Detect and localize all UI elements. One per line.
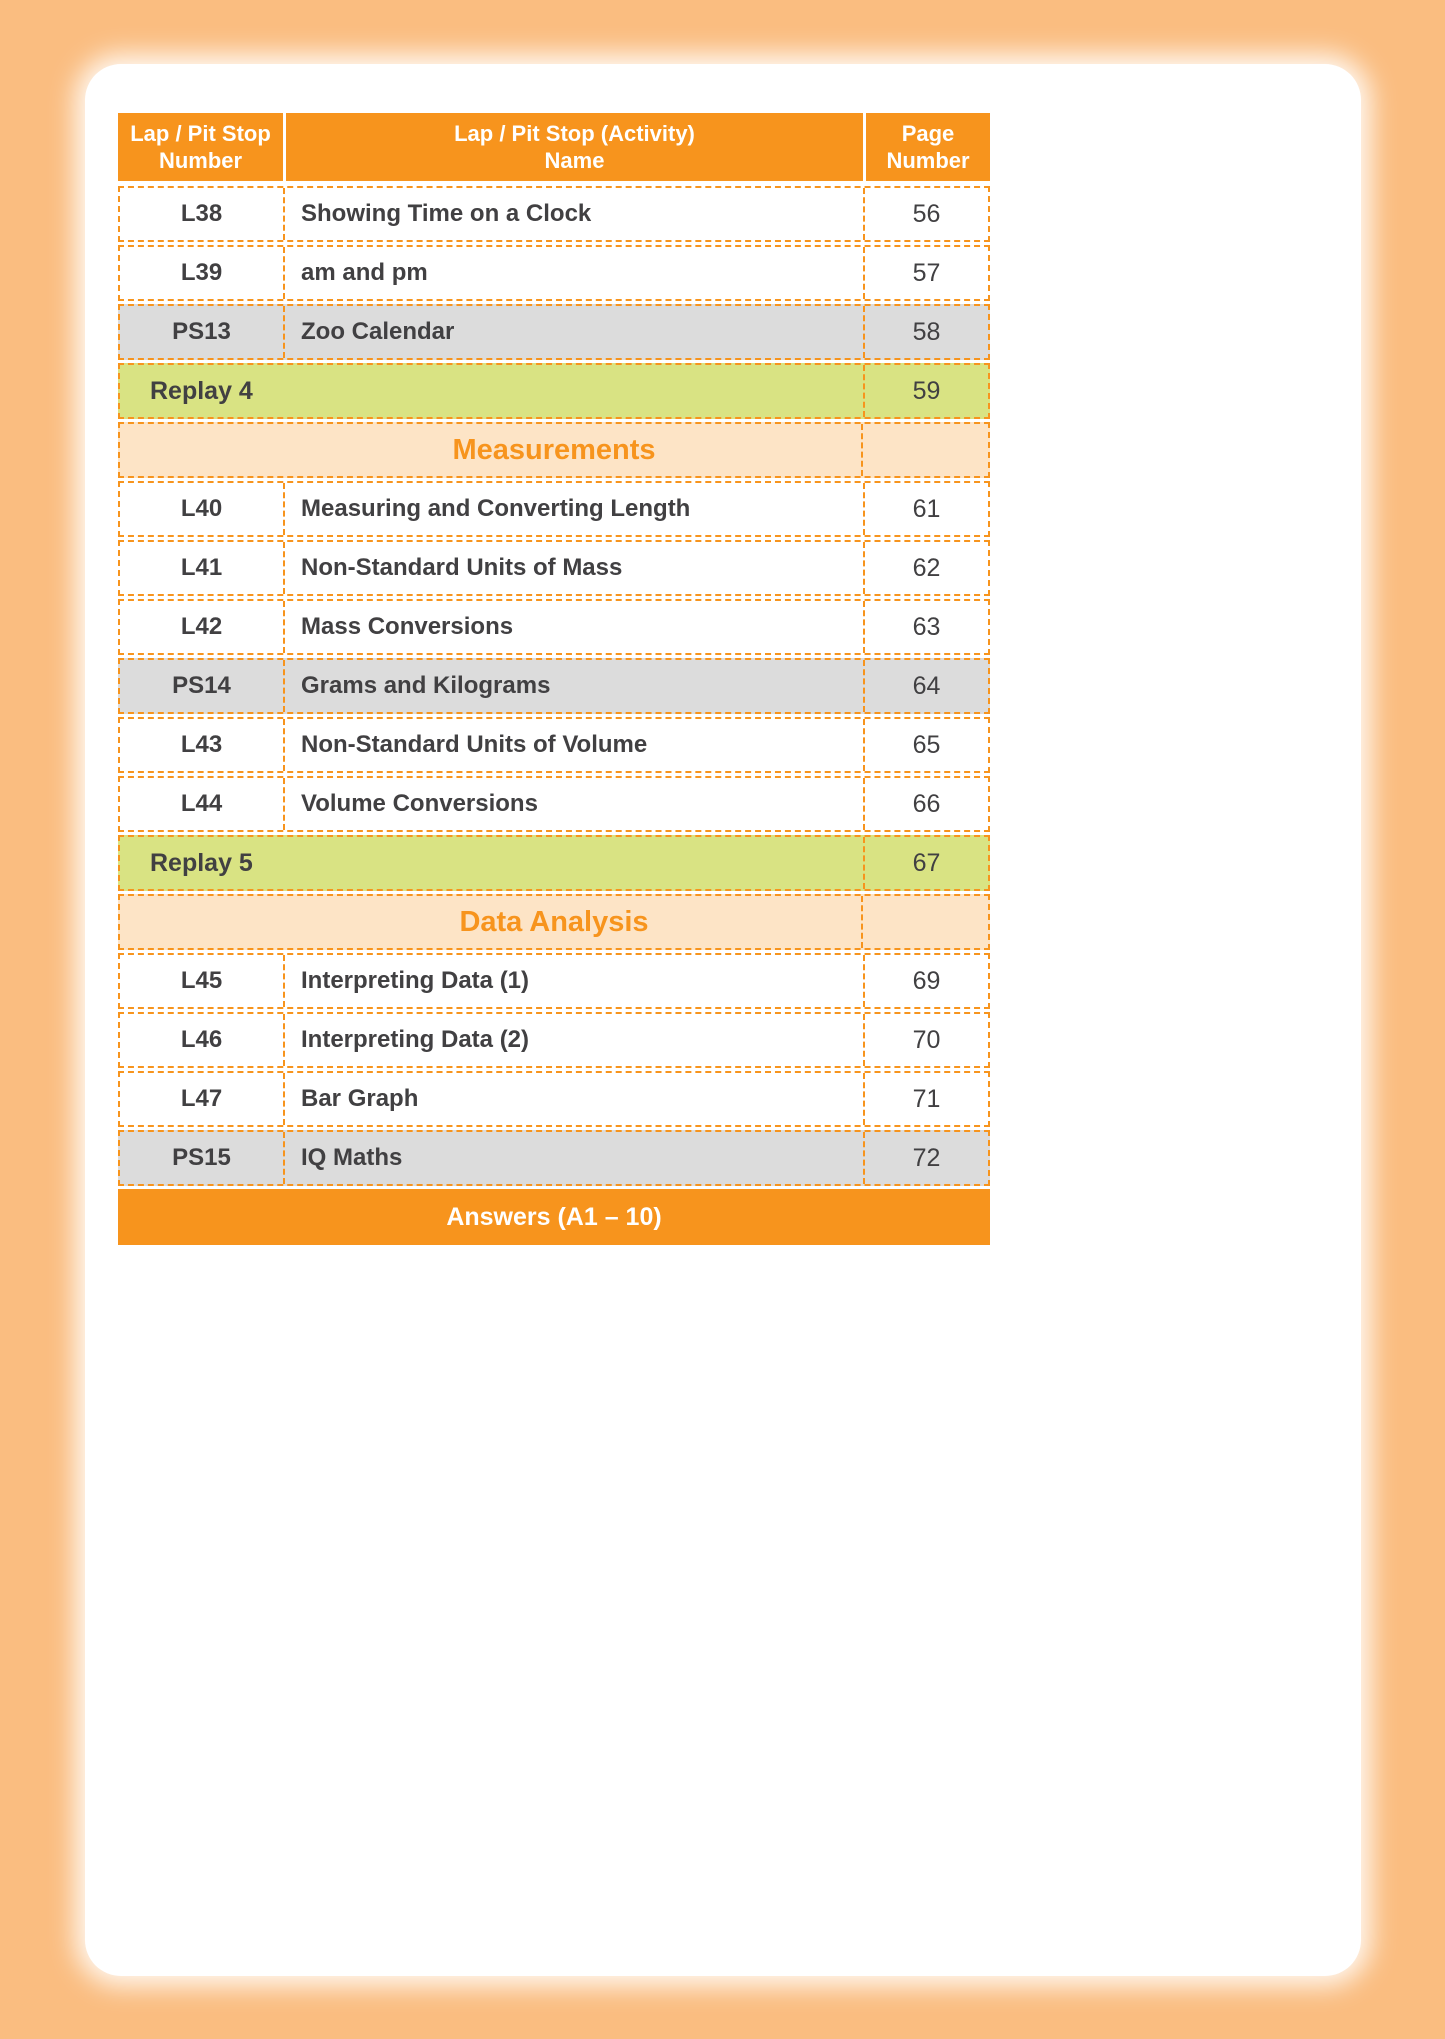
lesson-row — [118, 599, 990, 655]
activity-name-cell: Zoo Calendar — [283, 306, 863, 358]
lesson-row — [118, 1012, 990, 1068]
page-number-cell: 56 — [863, 188, 988, 240]
lesson-row — [118, 481, 990, 537]
activity-name-cell: Volume Conversions — [283, 778, 863, 830]
activity-name-cell: Measuring and Converting Length — [283, 483, 863, 535]
lesson-row — [118, 776, 990, 832]
activity-name-cell: am and pm — [283, 247, 863, 299]
pitstop-row — [118, 304, 990, 360]
lap-number-cell: L43 — [180, 731, 223, 758]
activity-name-cell: Bar Graph — [283, 1073, 863, 1125]
lap-number-cell: L38 — [180, 200, 223, 227]
lesson-row — [118, 186, 990, 242]
header-label-line: Name — [544, 148, 605, 173]
page-number-cell: 65 — [863, 719, 988, 771]
lap-number-cell: L45 — [180, 967, 223, 994]
page-number-cell: 59 — [863, 365, 988, 417]
replay-label: Replay 5 — [150, 848, 253, 877]
page-number-cell: 69 — [863, 955, 988, 1007]
header-cell-number — [118, 113, 283, 181]
book-page — [85, 64, 1361, 1976]
section-title: Measurements — [452, 433, 656, 466]
header-label-line: Lap / Pit Stop (Activity) — [454, 120, 695, 146]
header-label-line: Page — [901, 120, 955, 146]
activity-name-cell: Showing Time on a Clock — [283, 188, 863, 240]
lap-number-cell: L44 — [180, 790, 223, 817]
lesson-row — [118, 717, 990, 773]
replay-row — [118, 835, 990, 891]
page-number-cell: 62 — [863, 542, 988, 594]
replay-label: Replay 4 — [150, 376, 253, 405]
page-number-cell: 67 — [863, 837, 988, 889]
lap-number-cell: L42 — [180, 613, 223, 640]
lesson-row — [118, 1071, 990, 1127]
lap-number-cell: L39 — [180, 259, 223, 286]
lap-number-cell: PS15 — [172, 1144, 231, 1171]
page-number-cell: 70 — [863, 1014, 988, 1066]
activity-name-cell: Non-Standard Units of Mass — [283, 542, 863, 594]
answers-row — [118, 1189, 990, 1245]
lap-number-cell: L40 — [180, 495, 223, 522]
header-cell-name — [283, 113, 863, 181]
table-of-contents — [118, 113, 990, 1248]
header-cell-page — [863, 113, 990, 181]
page-number-cell: 71 — [863, 1073, 988, 1125]
lap-number-cell: L47 — [180, 1085, 223, 1112]
section-row — [118, 894, 990, 950]
activity-name-cell: Non-Standard Units of Volume — [283, 719, 863, 771]
pitstop-row — [118, 1130, 990, 1186]
section-title: Data Analysis — [459, 905, 649, 938]
lap-number-cell: L46 — [180, 1026, 223, 1053]
header-label-line: Lap / Pit Stop — [130, 120, 271, 146]
header-label-line: Number — [886, 148, 970, 173]
activity-name-cell: Interpreting Data (1) — [283, 955, 863, 1007]
activity-name-cell: Grams and Kilograms — [283, 660, 863, 712]
activity-name-cell: Mass Conversions — [283, 601, 863, 653]
activity-name-cell: IQ Maths — [283, 1132, 863, 1184]
lesson-row — [118, 540, 990, 596]
lesson-row — [118, 953, 990, 1009]
answers-title: Answers (A1 – 10) — [446, 1202, 662, 1231]
page-number-cell: 66 — [863, 778, 988, 830]
page-number-cell: 64 — [863, 660, 988, 712]
section-row — [118, 422, 990, 478]
lap-number-cell: L41 — [180, 554, 223, 581]
lap-number-cell: PS13 — [172, 318, 231, 345]
page-number-cell: 72 — [863, 1132, 988, 1184]
activity-name-cell: Interpreting Data (2) — [283, 1014, 863, 1066]
replay-row — [118, 363, 990, 419]
pitstop-row — [118, 658, 990, 714]
page-number-cell: 57 — [863, 247, 988, 299]
page-number-cell: 63 — [863, 601, 988, 653]
page-number-cell: 58 — [863, 306, 988, 358]
header-row — [118, 113, 990, 181]
header-label-line: Number — [158, 148, 243, 173]
lesson-row — [118, 245, 990, 301]
lap-number-cell: PS14 — [172, 672, 231, 699]
page-number-cell: 61 — [863, 483, 988, 535]
